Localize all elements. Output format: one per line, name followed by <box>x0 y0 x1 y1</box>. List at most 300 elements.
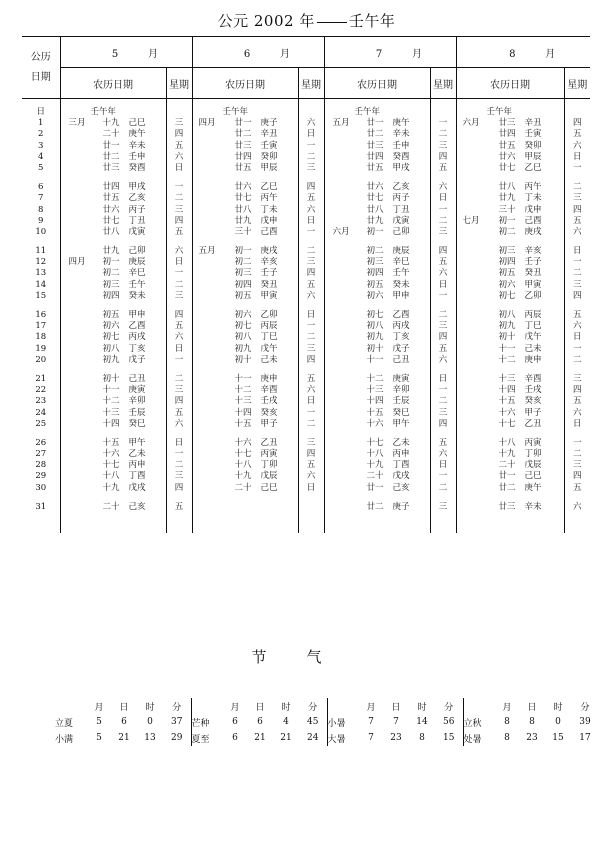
day-number: 23 <box>35 396 47 407</box>
row-gap <box>299 430 324 438</box>
weekday: 三 <box>306 162 316 173</box>
lunar-date <box>325 163 430 174</box>
weekday: 一 <box>174 268 184 279</box>
day-number: 25 <box>35 418 47 429</box>
row-gap <box>457 174 564 182</box>
ganzhi: 壬子 <box>524 257 542 268</box>
row-gap <box>565 302 591 310</box>
weekday: 一 <box>438 385 448 396</box>
jieqi-name: 芒种 <box>191 718 210 729</box>
day-number: 27 <box>35 449 47 460</box>
lunar-day: 初一 <box>102 257 120 268</box>
weekday: 日 <box>306 482 316 493</box>
lunar-day: 十三 <box>366 385 384 396</box>
lunar-day: 十四 <box>234 407 252 418</box>
lunar-date <box>325 438 430 449</box>
lunar-date <box>193 152 298 163</box>
weekday: 四 <box>572 204 582 215</box>
weekday: 一 <box>572 343 582 354</box>
ganzhi: 己未 <box>524 343 542 354</box>
jieqi-hour: 15 <box>552 733 564 743</box>
lunar-day: 廿五 <box>102 193 120 204</box>
ganzhi: 丙申 <box>128 460 146 471</box>
row-gap <box>325 430 430 438</box>
lunar-day: 廿三 <box>102 162 120 173</box>
ganzhi: 甲戌 <box>392 162 410 173</box>
weekday: 一 <box>306 140 316 151</box>
lunar-day: 廿五 <box>234 162 252 173</box>
weekday: 日 <box>174 257 184 268</box>
lunar-day: 初九 <box>102 354 120 365</box>
lunar-month: 六月 <box>332 226 350 237</box>
row-gap <box>61 430 166 438</box>
lunar-date <box>61 438 166 449</box>
title-dash <box>317 22 347 23</box>
lunar-year-label: 壬午年 <box>222 107 249 117</box>
lunar-day: 初三 <box>498 246 516 257</box>
ganzhi: 庚子 <box>260 118 278 129</box>
lunar-date <box>61 385 166 396</box>
jieqi-name: 小满 <box>55 734 74 745</box>
weekday: 四 <box>174 310 184 320</box>
week-spacer <box>299 107 324 118</box>
lunar-date <box>457 246 564 257</box>
ganzhi: 甲申 <box>392 290 410 301</box>
ganzhi: 己未 <box>260 354 278 365</box>
weekday: 二 <box>438 396 448 407</box>
lunar-day: 十九 <box>498 449 516 460</box>
ganzhi: 己酉 <box>260 226 278 237</box>
lunar-date <box>61 152 166 163</box>
jieqi-header-row <box>55 698 599 714</box>
ganzhi: 辛丑 <box>260 129 278 140</box>
lunar-day: 二十 <box>234 482 252 493</box>
lunar-date <box>325 471 430 482</box>
weekday: 二 <box>306 332 316 343</box>
ganzhi: 辛丑 <box>524 118 542 129</box>
row-gap <box>167 366 192 374</box>
weekday: 二 <box>438 215 448 226</box>
lunar-date <box>457 355 564 366</box>
lunar-date <box>325 205 430 216</box>
lunar-date <box>457 344 564 355</box>
weekday: 四 <box>174 215 184 226</box>
lunar-date <box>457 182 564 193</box>
lunar-day: 初六 <box>234 310 252 320</box>
lunar-day: 廿二 <box>234 129 252 140</box>
row-gap <box>22 494 60 502</box>
lunar-day: 十三 <box>102 407 120 418</box>
ganzhi: 戊辰 <box>524 460 542 471</box>
day-column <box>22 99 60 534</box>
row-gap <box>325 238 430 246</box>
jieqi-hour: 14 <box>416 717 428 727</box>
lunar-date <box>457 460 564 471</box>
weekday: 六 <box>306 385 316 396</box>
lunar-date <box>325 396 430 407</box>
ganzhi: 戊申 <box>524 204 542 215</box>
lunar-date <box>325 193 430 204</box>
lunar-day: 廿三 <box>234 140 252 151</box>
weekday: 二 <box>174 373 184 384</box>
lunar-day: 廿七 <box>366 193 384 204</box>
month-header-8 <box>456 37 590 68</box>
row-gap <box>193 302 298 310</box>
calendar-body <box>22 99 590 534</box>
lunar-date <box>457 163 564 174</box>
lunar-date <box>325 460 430 471</box>
day-number: 9 <box>38 215 44 226</box>
nongli-header: 农历日期 <box>192 68 298 99</box>
lunar-day: 十八 <box>234 460 252 471</box>
lunar-day: 初二 <box>366 246 384 257</box>
ganzhi: 壬戌 <box>260 396 278 407</box>
lunar-date <box>193 310 298 321</box>
weekday: 日 <box>438 460 448 471</box>
row-gap <box>167 174 192 182</box>
row-gap <box>565 174 591 182</box>
lunar-day: 廿八 <box>234 204 252 215</box>
ganzhi: 癸卯 <box>260 151 278 162</box>
day-number: 10 <box>35 226 47 237</box>
ganzhi: 己丑 <box>392 354 410 365</box>
ganzhi: 甲辰 <box>524 151 542 162</box>
lunar-day: 初五 <box>234 290 252 301</box>
lunar-date <box>61 246 166 257</box>
lunar-date <box>61 280 166 291</box>
ganzhi: 癸卯 <box>524 140 542 151</box>
ganzhi: 辛巳 <box>392 257 410 268</box>
week-spacer <box>167 107 192 118</box>
lunar-date <box>457 216 564 227</box>
lunar-date <box>193 502 298 513</box>
lunar-date <box>457 419 564 430</box>
weekday: 五 <box>438 257 448 268</box>
lunar-day: 廿二 <box>102 151 120 162</box>
lunar-day: 十五 <box>102 437 120 448</box>
lunar-date <box>457 152 564 163</box>
jieqi-month: 5 <box>96 717 102 727</box>
weekday: 四 <box>438 418 448 429</box>
jieqi-col-header: 分 <box>163 698 191 714</box>
day-number: 19 <box>35 343 47 354</box>
weekday: 六 <box>306 118 316 129</box>
jieqi-day: 23 <box>526 733 538 743</box>
ganzhi: 甲申 <box>128 310 146 320</box>
weekday: 四 <box>306 354 316 365</box>
lunar-date <box>193 355 298 366</box>
weekday: 四 <box>438 151 448 162</box>
ganzhi: 戊申 <box>260 215 278 226</box>
lunar-day: 初八 <box>234 332 252 343</box>
row-gap <box>22 174 60 182</box>
lunar-date <box>61 419 166 430</box>
row-gap <box>325 174 430 182</box>
ganzhi: 辛巳 <box>128 268 146 279</box>
week-spacer <box>431 107 456 118</box>
weekday: 六 <box>306 204 316 215</box>
ganzhi: 乙未 <box>392 437 410 448</box>
row-gap <box>299 366 324 374</box>
jieqi-col-header: 分 <box>435 698 463 714</box>
lunar-date <box>325 257 430 268</box>
ganzhi: 甲寅 <box>524 279 542 290</box>
jieqi-month: 8 <box>504 733 510 743</box>
ganzhi: 辛未 <box>128 140 146 151</box>
jieqi-col-header: 日 <box>527 702 537 713</box>
ganzhi: 辛亥 <box>260 257 278 268</box>
ganzhi: 壬申 <box>128 151 146 162</box>
row-gap <box>457 494 564 502</box>
weekday: 六 <box>174 246 184 257</box>
jieqi-name-header <box>55 698 87 714</box>
ganzhi: 癸酉 <box>392 151 410 162</box>
weekday: 日 <box>306 396 316 407</box>
ganzhi: 辛酉 <box>524 373 542 384</box>
lunar-date <box>457 257 564 268</box>
month-header-5 <box>60 37 192 68</box>
lunar-date <box>457 471 564 482</box>
week-column-5 <box>166 99 192 534</box>
lunar-date <box>325 310 430 321</box>
day-number: 2 <box>38 129 44 140</box>
lunar-day: 初六 <box>498 279 516 290</box>
weekday: 三 <box>572 373 582 384</box>
lunar-day: 十四 <box>366 396 384 407</box>
weekday: 五 <box>174 226 184 237</box>
ganzhi: 甲子 <box>260 418 278 429</box>
yue-label: 月 <box>412 48 422 60</box>
ganzhi: 庚子 <box>392 501 410 512</box>
lunar-date <box>61 193 166 204</box>
weekday: 五 <box>174 501 184 512</box>
lunar-date <box>193 227 298 238</box>
ganzhi: 庚辰 <box>128 257 146 268</box>
lunar-date <box>193 460 298 471</box>
lunar-day: 初九 <box>366 332 384 343</box>
lunar-date <box>457 291 564 302</box>
lunar-day: 廿三 <box>498 118 516 129</box>
jieqi-minute: 24 <box>299 730 327 746</box>
nongli-header: 农历日期 <box>456 68 564 99</box>
weekday: 一 <box>306 407 316 418</box>
row-gap <box>61 174 166 182</box>
weekday: 二 <box>306 418 316 429</box>
jieqi-month: 6 <box>232 733 238 743</box>
lunar-day: 十九 <box>234 471 252 482</box>
ganzhi: 壬辰 <box>392 396 410 407</box>
weekday: 六 <box>174 332 184 343</box>
ganzhi: 乙巳 <box>260 182 278 193</box>
row-gap <box>431 174 456 182</box>
lunar-day: 初八 <box>366 321 384 332</box>
lunar-year-label: 壬午年 <box>90 107 117 117</box>
weekday: 六 <box>306 290 316 301</box>
weekday: 五 <box>306 373 316 384</box>
row-gap <box>431 366 456 374</box>
lunar-day: 十七 <box>498 418 516 429</box>
lunar-date <box>61 374 166 385</box>
ganzhi: 甲辰 <box>260 162 278 173</box>
row-gap <box>61 494 166 502</box>
lunar-month: 四月 <box>68 257 86 268</box>
lunar-day: 二十 <box>498 460 516 471</box>
weekday: 二 <box>438 129 448 140</box>
jieqi-col-header: 月 <box>94 702 104 713</box>
lunar-date <box>457 141 564 152</box>
lunar-day: 廿九 <box>498 193 516 204</box>
jieqi-day: 7 <box>393 717 399 727</box>
lunar-day: 十一 <box>498 343 516 354</box>
day-number: 30 <box>35 482 47 493</box>
day-number: 18 <box>35 332 47 343</box>
yue-label: 月 <box>148 48 158 60</box>
jieqi-name: 立秋 <box>463 718 482 729</box>
weekday: 五 <box>572 129 582 140</box>
weekday: 四 <box>306 449 316 460</box>
lunar-date <box>193 385 298 396</box>
weekday: 一 <box>438 471 448 482</box>
lunar-date <box>325 129 430 140</box>
ganzhi: 乙丑 <box>524 418 542 429</box>
weekday: 三 <box>438 226 448 237</box>
lunar-month: 三月 <box>68 118 86 129</box>
lunar-date <box>193 291 298 302</box>
lunar-date <box>457 321 564 332</box>
lunar-day: 初五 <box>498 268 516 279</box>
weekday: 四 <box>306 268 316 279</box>
ganzhi: 戊子 <box>128 354 146 365</box>
row-gap <box>431 238 456 246</box>
lunar-day: 廿八 <box>102 226 120 237</box>
lunar-day: 廿四 <box>498 129 516 140</box>
weekday: 四 <box>174 129 184 140</box>
lunar-day: 廿四 <box>366 151 384 162</box>
lunar-day: 廿六 <box>498 151 516 162</box>
day-number: 31 <box>35 501 47 512</box>
lunar-day: 初八 <box>498 310 516 320</box>
ganzhi: 庚申 <box>260 373 278 384</box>
weekday: 日 <box>438 279 448 290</box>
row-gap <box>22 366 60 374</box>
lunar-date <box>325 483 430 494</box>
ganzhi: 戊戌 <box>392 471 410 482</box>
weekday: 三 <box>438 501 448 512</box>
ganzhi: 己丑 <box>128 373 146 384</box>
ganzhi: 癸未 <box>128 290 146 301</box>
jieqi-col-header: 日 <box>391 702 401 713</box>
lunar-day: 初四 <box>234 279 252 290</box>
row-gap <box>325 366 430 374</box>
lunar-date <box>457 205 564 216</box>
lunar-date <box>457 193 564 204</box>
lunar-day: 初六 <box>366 290 384 301</box>
lunar-date <box>325 182 430 193</box>
lunar-day: 十五 <box>234 418 252 429</box>
month-number: 7 <box>375 48 383 60</box>
lunar-date <box>61 321 166 332</box>
jieqi-col-header: 日 <box>255 702 265 713</box>
lunar-date <box>61 483 166 494</box>
weekday: 四 <box>306 182 316 193</box>
jieqi-name: 夏至 <box>191 734 210 745</box>
row-gap <box>167 430 192 438</box>
weekday: 三 <box>438 140 448 151</box>
day-number: 20 <box>35 354 47 365</box>
lunar-day: 初七 <box>234 321 252 332</box>
weekday: 日 <box>306 310 316 320</box>
lunar-date <box>61 227 166 238</box>
lunar-day: 廿五 <box>366 162 384 173</box>
jieqi-name-header <box>191 698 223 714</box>
lunar-date <box>193 268 298 279</box>
lunar-day: 廿五 <box>498 140 516 151</box>
ganzhi: 庚午 <box>524 482 542 493</box>
jieqi-hour: 0 <box>147 717 153 727</box>
lunar-day: 廿八 <box>366 204 384 215</box>
lunar-date <box>193 182 298 193</box>
lunar-date <box>193 129 298 140</box>
weekday: 二 <box>306 246 316 257</box>
weekday: 六 <box>438 268 448 279</box>
ganzhi: 丁未 <box>524 193 542 204</box>
lunar-date <box>193 216 298 227</box>
jieqi-hour: 4 <box>283 717 289 727</box>
ganzhi: 丙申 <box>392 449 410 460</box>
lunar-day: 十六 <box>102 449 120 460</box>
jieqi-col-header: 时 <box>145 702 155 713</box>
lunar-day: 廿六 <box>234 182 252 193</box>
ganzhi: 丙戌 <box>128 332 146 343</box>
weekday: 六 <box>572 321 582 332</box>
lunar-day: 初四 <box>366 268 384 279</box>
ganzhi: 壬午 <box>392 268 410 279</box>
week-header: 星期 <box>430 68 456 99</box>
lunar-month: 四月 <box>198 118 216 129</box>
ganzhi: 丙午 <box>260 193 278 204</box>
yue-label: 月 <box>545 48 556 60</box>
ganzhi: 甲午 <box>392 418 410 429</box>
ganzhi: 丙寅 <box>524 437 542 448</box>
ganzhi: 丁亥 <box>392 332 410 343</box>
lunar-date <box>325 216 430 227</box>
week-column-8 <box>564 99 590 534</box>
weekday: 六 <box>306 471 316 482</box>
lunar-date <box>61 216 166 227</box>
row-gap <box>22 430 60 438</box>
lunar-day: 初十 <box>498 332 516 343</box>
weekday: 五 <box>572 396 582 407</box>
jieqi-name-header <box>463 698 495 714</box>
lunar-date <box>193 205 298 216</box>
jieqi-hour: 21 <box>280 733 292 743</box>
ganzhi: 辛卯 <box>392 385 410 396</box>
lunar-date <box>61 396 166 407</box>
lunar-day: 廿九 <box>234 215 252 226</box>
weekday: 五 <box>572 215 582 226</box>
row-gap <box>431 302 456 310</box>
row-gap <box>431 430 456 438</box>
lunar-day: 初九 <box>498 321 516 332</box>
row-gap <box>457 366 564 374</box>
row-gap <box>167 302 192 310</box>
weekday: 三 <box>306 437 316 448</box>
day-number: 12 <box>35 257 47 268</box>
day-number: 11 <box>35 246 47 257</box>
ganzhi: 辛未 <box>524 501 542 512</box>
lunar-column-6 <box>192 99 298 534</box>
lunar-date <box>457 396 564 407</box>
